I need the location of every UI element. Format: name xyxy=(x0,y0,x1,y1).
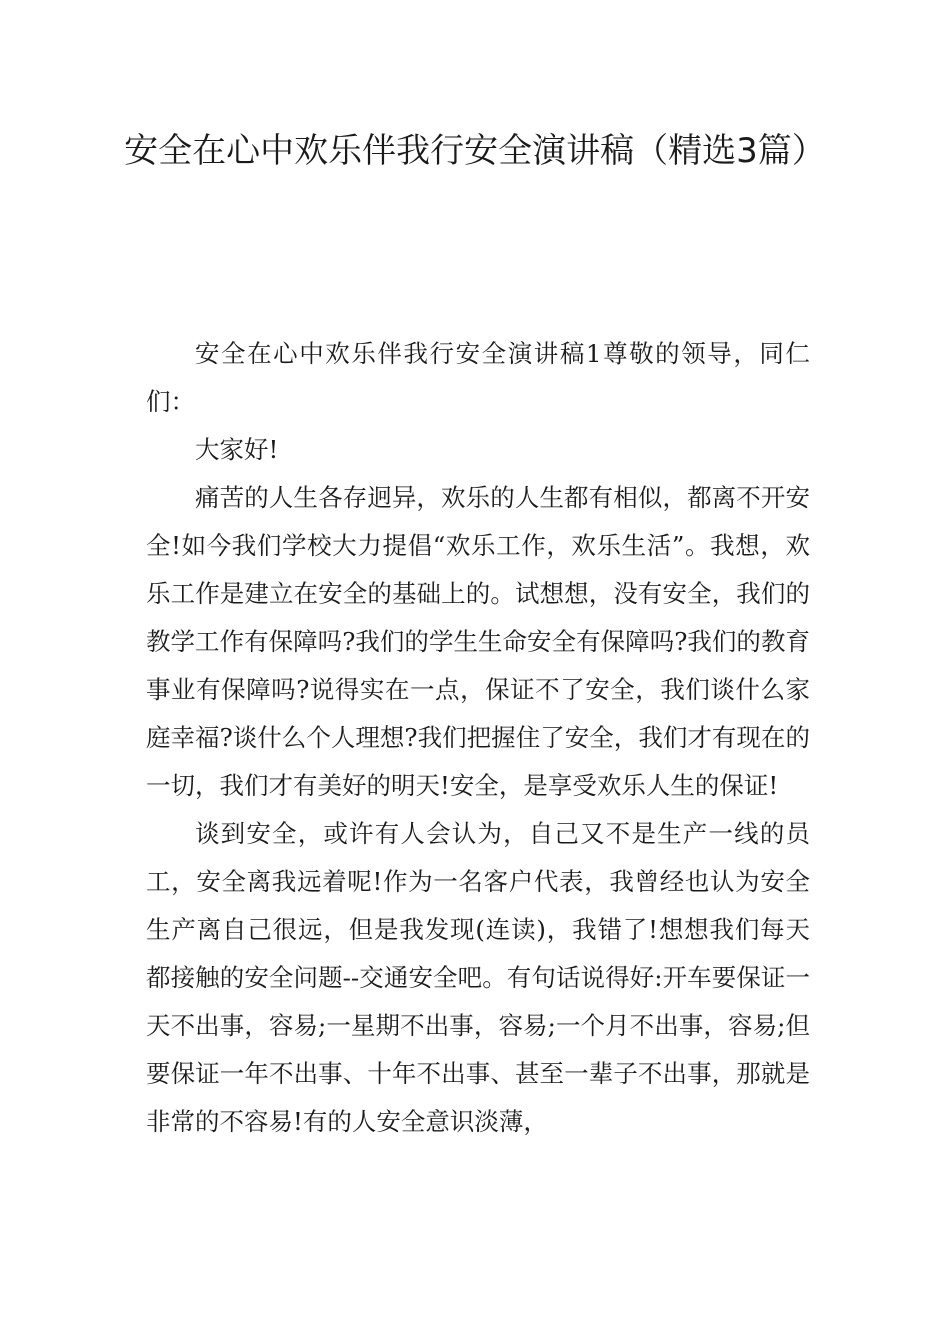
paragraph-salutation: 安全在心中欢乐伴我行安全演讲稿1尊敬的领导，同仁们： xyxy=(146,339,810,416)
paragraph-greeting: 大家好! xyxy=(195,435,279,464)
paragraph-traffic-safety: 谈到安全，或许有人会认为，自己又不是生产一线的员工，安全离我远着呢!作为一名客户代表，我曾经也认为安全生产离自己很远，但是我发现(连读)，我错了!想想我们每天都接触的安全问题--交通安全吧。有句话说得好:开车要保证一天不出事，容易;一星期不出事，容易;一个月不出事，容易;但要保证一年不出事、十年不出事、甚至一辈子不出事，那就是非常的不容易!有的人安全意识淡薄， xyxy=(146,819,810,1136)
document-body xyxy=(146,330,810,1146)
document-title: 安全在心中欢乐伴我行安全演讲稿（精选3篇） xyxy=(124,131,826,171)
paragraph-happiness-safety: 痛苦的人生各存迥异，欢乐的人生都有相似，都离不开安全!如今我们学校大力提倡“欢乐工作，欢乐生活”。我想，欢乐工作是建立在安全的基础上的。试想想，没有安全，我们的教学工作有保障吗?我们的学生生命安全有保障吗?我们的教育事业有保障吗?说得实在一点，保证不了安全，我们谈什么家庭幸福?谈什么个人理想?我们把握住了安全，我们才有现在的一切，我们才有美好的明天!安全，是享受欢乐人生的保证! xyxy=(146,483,810,800)
